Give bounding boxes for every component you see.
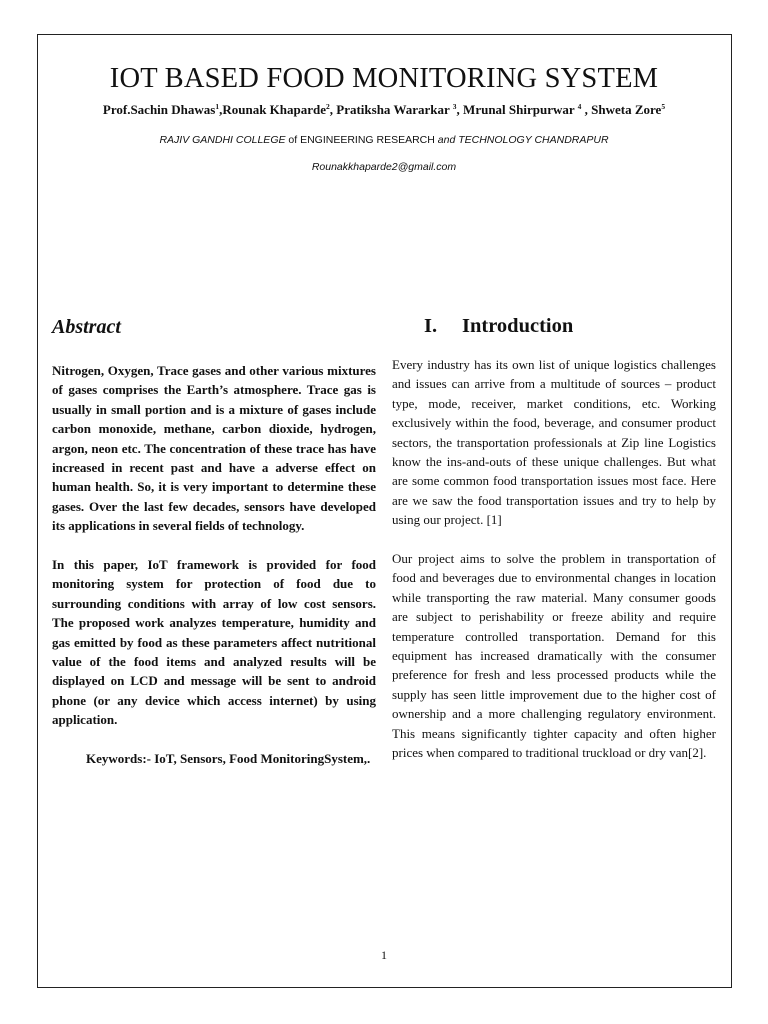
introduction-paragraph: Every industry has its own list of unique logistics challenges and issues can arrive from a multitude of sources – product type, mode, receiver, market conditions, etc. Working exclusively within the food, beverage, and consumer product sectors, the transportation professionals at Zip line Logistics know the ins-and-outs of these unique challenges. But what are some common food transportation issues most face. Here are we saw the food transportation issues and try to help by using our project. [1] xyxy=(392,357,716,528)
paper-title: IOT BASED FOOD MONITORING SYSTEM xyxy=(109,63,659,94)
affiliation-and: and xyxy=(437,134,456,146)
section-title: Introduction xyxy=(462,315,574,337)
abstract-column xyxy=(52,361,376,769)
author-name: Pratiksha Wararkar xyxy=(336,102,453,117)
author-name: Mrunal Shirpurwar xyxy=(463,102,578,117)
author-affiliation-mark: 5 xyxy=(661,102,666,111)
abstract-paragraph: Nitrogen, Oxygen, Trace gases and other various mixtures of gases comprises the Earth’s atmosphere. Trace gas is usually in small portion and is a mixture of gases include carbon monoxide, methane, carbon dioxide, hydrogen, argon, neon etc. The concentration of these trace has have increased in recent past and have a adverse effect on human health. So, it is very important to determine these gases. Over the last few decades, sensors have developed its applications in several fields of technology. xyxy=(52,363,376,534)
affiliation-city: TECHNOLOGY CHANDRAPUR xyxy=(455,134,609,146)
introduction-paragraph: Our project aims to solve the problem in transportation of food and beverages due to environmental changes in location while transporting the raw material. Many consumer goods are subject to perishability or freeze ability and require temperature controlled transportation. Demand for this equipment has increased dramatically with the consumer preference for fresh and less processed products while the supply has seen little improvement due to the higher cost of ownership and a more challenging regulatory environment. This means significantly tighter capacity and often higher prices when compared to traditional truckload or dry van[2]. xyxy=(392,551,716,761)
author-email: Rounakkhaparde2@gmail.com xyxy=(311,161,457,173)
introduction-heading xyxy=(424,315,573,338)
author-affiliation-mark: 4 xyxy=(577,102,582,111)
abstract-heading: Abstract xyxy=(52,316,121,338)
page-number: 1 xyxy=(381,948,387,962)
author-name: Shweta Zore xyxy=(591,102,662,117)
affiliation-college: RAJIV GANDHI COLLEGE xyxy=(159,134,286,146)
author-list: Prof.Sachin Dhawas$^1$,Rounak Khaparde$^2$, Pratiksha Wararkar $^3$, Mrunal Shirpurwar $^4$ , Shweta Zore$^5$ xyxy=(102,102,666,117)
author-name: Prof.Sachin Dhawas xyxy=(102,102,216,117)
abstract-paragraph: In this paper, IoT framework is provided for food monitoring system for protection of food due to surrounding conditions with array of low cost sensors. The proposed work analyzes temperature, humidity and gas emitted by food as these parameters affect nutritional value of the food items and analyzed results will be displayed on LCD and message will be sent to android phone (or any device which access internet) by using application. xyxy=(52,557,376,728)
introduction-column xyxy=(392,355,716,763)
affiliation-dept: of ENGINEERING RESEARCH xyxy=(285,134,438,146)
affiliation xyxy=(0,134,768,146)
section-number: I. xyxy=(424,315,438,337)
author-name: Rounak Khaparde xyxy=(222,102,327,117)
author-affiliation-mark: 3 xyxy=(452,102,457,111)
author-affiliation-mark: 1 xyxy=(215,102,220,111)
keywords: Keywords:- IoT, Sensors, Food MonitoringSystem,. xyxy=(86,751,371,767)
author-affiliation-mark: 2 xyxy=(326,102,330,111)
